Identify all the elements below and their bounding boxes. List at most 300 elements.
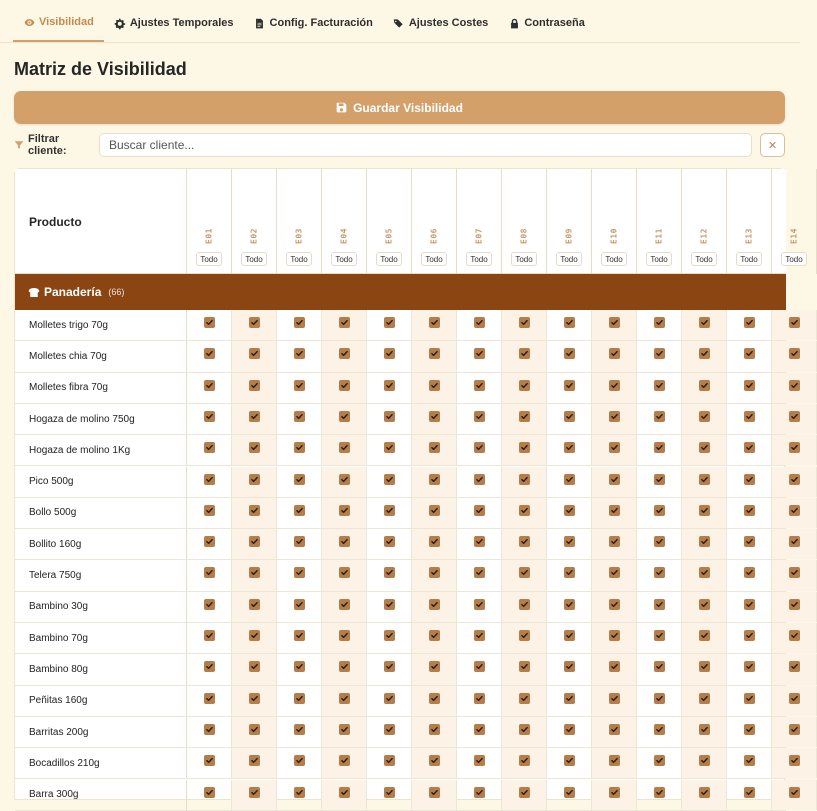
visibility-checkbox[interactable] xyxy=(609,567,620,578)
visibility-checkbox[interactable] xyxy=(519,661,530,672)
visibility-checkbox[interactable] xyxy=(609,474,620,485)
visibility-checkbox[interactable] xyxy=(429,442,440,453)
visibility-checkbox[interactable] xyxy=(519,411,530,422)
visibility-checkbox[interactable] xyxy=(429,567,440,578)
clear-filter-button[interactable] xyxy=(760,133,785,157)
visibility-checkbox[interactable] xyxy=(204,505,215,516)
visibility-checkbox[interactable] xyxy=(474,661,485,672)
visibility-checkbox[interactable] xyxy=(699,380,710,391)
visibility-checkbox[interactable] xyxy=(474,317,485,328)
visibility-checkbox[interactable] xyxy=(564,661,575,672)
visibility-checkbox[interactable] xyxy=(429,755,440,766)
table-row xyxy=(15,592,786,623)
visibility-cell xyxy=(547,341,592,371)
visibility-cell xyxy=(682,748,727,778)
visibility-checkbox[interactable] xyxy=(519,442,530,453)
visibility-checkbox[interactable] xyxy=(564,724,575,735)
visibility-checkbox[interactable] xyxy=(519,505,530,516)
visibility-cell xyxy=(232,592,277,622)
visibility-checkbox[interactable] xyxy=(789,599,800,610)
column-header-e06 xyxy=(412,169,457,274)
visibility-checkbox[interactable] xyxy=(204,536,215,547)
visibility-checkbox[interactable] xyxy=(294,536,305,547)
visibility-checkbox[interactable] xyxy=(654,661,665,672)
visibility-checkbox[interactable] xyxy=(789,755,800,766)
visibility-cell xyxy=(277,498,322,528)
visibility-cell xyxy=(772,686,817,716)
visibility-checkbox[interactable] xyxy=(609,536,620,547)
visibility-checkbox[interactable] xyxy=(789,567,800,578)
select-all-column-button[interactable]: Todo xyxy=(736,252,762,266)
visibility-checkbox[interactable] xyxy=(789,505,800,516)
visibility-checkbox[interactable] xyxy=(609,599,620,610)
visibility-checkbox[interactable] xyxy=(519,536,530,547)
visibility-cell xyxy=(322,623,367,653)
visibility-checkbox[interactable] xyxy=(204,661,215,672)
visibility-checkbox[interactable] xyxy=(249,474,260,485)
visibility-checkbox[interactable] xyxy=(744,505,755,516)
visibility-checkbox[interactable] xyxy=(384,787,395,798)
visibility-checkbox[interactable] xyxy=(654,380,665,391)
visibility-cell xyxy=(547,654,592,684)
visibility-cell xyxy=(277,404,322,434)
visibility-checkbox[interactable] xyxy=(699,567,710,578)
visibility-checkbox[interactable] xyxy=(429,348,440,359)
visibility-checkbox[interactable] xyxy=(249,630,260,641)
visibility-checkbox[interactable] xyxy=(789,661,800,672)
visibility-checkbox[interactable] xyxy=(654,348,665,359)
visibility-checkbox[interactable] xyxy=(699,536,710,547)
tab-tags[interactable] xyxy=(383,12,498,42)
visibility-checkbox[interactable] xyxy=(429,724,440,735)
visibility-checkbox[interactable] xyxy=(429,474,440,485)
visibility-checkbox[interactable] xyxy=(204,411,215,422)
visibility-checkbox[interactable] xyxy=(294,411,305,422)
visibility-checkbox[interactable] xyxy=(744,442,755,453)
visibility-checkbox[interactable] xyxy=(474,599,485,610)
visibility-cell xyxy=(727,686,772,716)
visibility-cell xyxy=(187,529,232,559)
visibility-cell xyxy=(232,717,277,747)
visibility-cell xyxy=(727,404,772,434)
visibility-checkbox[interactable] xyxy=(249,348,260,359)
visibility-checkbox[interactable] xyxy=(249,693,260,704)
product-name: Bollo 500g xyxy=(15,498,187,528)
visibility-checkbox[interactable] xyxy=(519,348,530,359)
select-all-column-button[interactable]: Todo xyxy=(241,252,267,266)
visibility-checkbox[interactable] xyxy=(699,317,710,328)
tab-file-invoice[interactable] xyxy=(244,12,383,42)
select-all-column-button[interactable]: Todo xyxy=(556,252,582,266)
visibility-checkbox[interactable] xyxy=(519,693,530,704)
visibility-checkbox[interactable] xyxy=(789,630,800,641)
visibility-checkbox[interactable] xyxy=(429,661,440,672)
visibility-checkbox[interactable] xyxy=(204,348,215,359)
filter-icon xyxy=(14,140,24,150)
visibility-checkbox[interactable] xyxy=(519,317,530,328)
visibility-checkbox[interactable] xyxy=(474,693,485,704)
visibility-checkbox[interactable] xyxy=(204,474,215,485)
visibility-checkbox[interactable] xyxy=(699,724,710,735)
visibility-checkbox[interactable] xyxy=(294,567,305,578)
visibility-cell xyxy=(187,592,232,622)
visibility-checkbox[interactable] xyxy=(744,380,755,391)
visibility-cell xyxy=(322,467,367,497)
visibility-checkbox[interactable] xyxy=(429,380,440,391)
visibility-cell xyxy=(502,654,547,684)
filter-label xyxy=(14,133,99,157)
visibility-cell xyxy=(187,373,232,403)
visibility-cell xyxy=(502,780,547,810)
visibility-checkbox[interactable] xyxy=(564,380,575,391)
visibility-checkbox[interactable] xyxy=(429,787,440,798)
visibility-checkbox[interactable] xyxy=(204,442,215,453)
visibility-checkbox[interactable] xyxy=(789,411,800,422)
visibility-checkbox[interactable] xyxy=(384,536,395,547)
visibility-checkbox[interactable] xyxy=(474,348,485,359)
visibility-checkbox[interactable] xyxy=(654,630,665,641)
visibility-checkbox[interactable] xyxy=(429,505,440,516)
visibility-checkbox[interactable] xyxy=(249,724,260,735)
visibility-checkbox[interactable] xyxy=(294,599,305,610)
visibility-checkbox[interactable] xyxy=(564,599,575,610)
visibility-checkbox[interactable] xyxy=(609,787,620,798)
visibility-checkbox[interactable] xyxy=(339,380,350,391)
select-all-column-button[interactable]: Todo xyxy=(511,252,537,266)
visibility-checkbox[interactable] xyxy=(474,724,485,735)
visibility-checkbox[interactable] xyxy=(609,661,620,672)
visibility-checkbox[interactable] xyxy=(789,536,800,547)
visibility-checkbox[interactable] xyxy=(564,442,575,453)
visibility-cell xyxy=(547,373,592,403)
visibility-checkbox[interactable] xyxy=(564,411,575,422)
visibility-checkbox[interactable] xyxy=(384,693,395,704)
visibility-checkbox[interactable] xyxy=(339,474,350,485)
visibility-checkbox[interactable] xyxy=(339,693,350,704)
visibility-checkbox[interactable] xyxy=(564,505,575,516)
visibility-checkbox[interactable] xyxy=(699,599,710,610)
visibility-checkbox[interactable] xyxy=(294,630,305,641)
visibility-cell xyxy=(637,748,682,778)
visibility-checkbox[interactable] xyxy=(744,567,755,578)
select-all-column-button[interactable]: Todo xyxy=(421,252,447,266)
visibility-checkbox[interactable] xyxy=(699,787,710,798)
visibility-checkbox[interactable] xyxy=(384,317,395,328)
tab-gear[interactable] xyxy=(104,12,244,42)
visibility-checkbox[interactable] xyxy=(204,567,215,578)
visibility-checkbox[interactable] xyxy=(654,317,665,328)
visibility-checkbox[interactable] xyxy=(294,474,305,485)
visibility-checkbox[interactable] xyxy=(384,442,395,453)
visibility-checkbox[interactable] xyxy=(294,724,305,735)
visibility-checkbox[interactable] xyxy=(699,630,710,641)
visibility-cell xyxy=(367,498,412,528)
visibility-checkbox[interactable] xyxy=(609,317,620,328)
visibility-checkbox[interactable] xyxy=(654,755,665,766)
visibility-checkbox[interactable] xyxy=(429,536,440,547)
visibility-cell xyxy=(547,623,592,653)
visibility-checkbox[interactable] xyxy=(339,599,350,610)
visibility-checkbox[interactable] xyxy=(699,442,710,453)
visibility-checkbox[interactable] xyxy=(519,630,530,641)
category-count: (66) xyxy=(108,287,125,297)
visibility-checkbox[interactable] xyxy=(474,755,485,766)
select-all-column-button[interactable]: Todo xyxy=(196,252,222,266)
visibility-checkbox[interactable] xyxy=(249,505,260,516)
visibility-checkbox[interactable] xyxy=(654,724,665,735)
client-search-input[interactable] xyxy=(99,133,752,157)
visibility-checkbox[interactable] xyxy=(789,693,800,704)
visibility-checkbox[interactable] xyxy=(339,661,350,672)
visibility-checkbox[interactable] xyxy=(474,474,485,485)
visibility-checkbox[interactable] xyxy=(654,599,665,610)
visibility-checkbox[interactable] xyxy=(609,630,620,641)
visibility-checkbox[interactable] xyxy=(249,411,260,422)
visibility-checkbox[interactable] xyxy=(339,724,350,735)
visibility-checkbox[interactable] xyxy=(249,599,260,610)
visibility-cell xyxy=(277,310,322,340)
visibility-checkbox[interactable] xyxy=(249,536,260,547)
visibility-checkbox[interactable] xyxy=(384,661,395,672)
visibility-checkbox[interactable] xyxy=(294,661,305,672)
visibility-checkbox[interactable] xyxy=(429,693,440,704)
visibility-checkbox[interactable] xyxy=(294,380,305,391)
visibility-checkbox[interactable] xyxy=(699,505,710,516)
visibility-checkbox[interactable] xyxy=(204,599,215,610)
visibility-checkbox[interactable] xyxy=(474,380,485,391)
visibility-checkbox[interactable] xyxy=(339,630,350,641)
column-header-e08 xyxy=(502,169,547,274)
select-all-column-button[interactable]: Todo xyxy=(781,252,807,266)
visibility-cell xyxy=(187,780,232,810)
visibility-checkbox[interactable] xyxy=(384,630,395,641)
visibility-cell xyxy=(187,748,232,778)
visibility-checkbox[interactable] xyxy=(384,724,395,735)
select-all-column-button[interactable]: Todo xyxy=(286,252,312,266)
visibility-checkbox[interactable] xyxy=(429,317,440,328)
visibility-cell xyxy=(727,310,772,340)
visibility-checkbox[interactable] xyxy=(384,474,395,485)
visibility-checkbox[interactable] xyxy=(204,630,215,641)
visibility-checkbox[interactable] xyxy=(384,505,395,516)
product-name: Pico 500g xyxy=(15,467,187,497)
column-code: E14 xyxy=(789,228,799,244)
visibility-checkbox[interactable] xyxy=(249,567,260,578)
visibility-cell xyxy=(412,748,457,778)
visibility-checkbox[interactable] xyxy=(744,599,755,610)
visibility-checkbox[interactable] xyxy=(249,661,260,672)
visibility-checkbox[interactable] xyxy=(654,536,665,547)
visibility-checkbox[interactable] xyxy=(609,724,620,735)
select-all-column-button[interactable]: Todo xyxy=(601,252,627,266)
visibility-checkbox[interactable] xyxy=(789,380,800,391)
visibility-checkbox[interactable] xyxy=(564,474,575,485)
visibility-checkbox[interactable] xyxy=(339,536,350,547)
visibility-checkbox[interactable] xyxy=(744,693,755,704)
visibility-checkbox[interactable] xyxy=(339,442,350,453)
visibility-cell xyxy=(457,341,502,371)
visibility-cell xyxy=(457,467,502,497)
visibility-checkbox[interactable] xyxy=(474,567,485,578)
visibility-checkbox[interactable] xyxy=(789,724,800,735)
visibility-checkbox[interactable] xyxy=(654,474,665,485)
visibility-checkbox[interactable] xyxy=(699,411,710,422)
visibility-checkbox[interactable] xyxy=(474,787,485,798)
visibility-checkbox[interactable] xyxy=(744,348,755,359)
visibility-checkbox[interactable] xyxy=(744,317,755,328)
visibility-checkbox[interactable] xyxy=(339,317,350,328)
visibility-checkbox[interactable] xyxy=(384,567,395,578)
visibility-checkbox[interactable] xyxy=(339,505,350,516)
visibility-checkbox[interactable] xyxy=(474,630,485,641)
visibility-checkbox[interactable] xyxy=(339,411,350,422)
visibility-checkbox[interactable] xyxy=(249,317,260,328)
visibility-checkbox[interactable] xyxy=(609,755,620,766)
visibility-checkbox[interactable] xyxy=(294,755,305,766)
visibility-checkbox[interactable] xyxy=(294,787,305,798)
tab-lock[interactable] xyxy=(498,12,595,42)
visibility-checkbox[interactable] xyxy=(204,693,215,704)
visibility-cell xyxy=(592,373,637,403)
visibility-checkbox[interactable] xyxy=(429,599,440,610)
visibility-checkbox[interactable] xyxy=(519,599,530,610)
visibility-checkbox[interactable] xyxy=(789,787,800,798)
visibility-checkbox[interactable] xyxy=(519,787,530,798)
visibility-checkbox[interactable] xyxy=(294,348,305,359)
visibility-checkbox[interactable] xyxy=(699,755,710,766)
visibility-checkbox[interactable] xyxy=(384,599,395,610)
visibility-checkbox[interactable] xyxy=(654,442,665,453)
select-all-column-button[interactable]: Todo xyxy=(331,252,357,266)
visibility-checkbox[interactable] xyxy=(474,411,485,422)
visibility-checkbox[interactable] xyxy=(384,411,395,422)
visibility-checkbox[interactable] xyxy=(339,755,350,766)
visibility-checkbox[interactable] xyxy=(384,380,395,391)
visibility-checkbox[interactable] xyxy=(744,724,755,735)
visibility-checkbox[interactable] xyxy=(204,787,215,798)
select-all-column-button[interactable]: Todo xyxy=(466,252,492,266)
file-invoice-icon xyxy=(254,17,266,29)
visibility-checkbox[interactable] xyxy=(699,348,710,359)
select-all-column-button[interactable]: Todo xyxy=(376,252,402,266)
visibility-checkbox[interactable] xyxy=(249,442,260,453)
save-visibility-button[interactable] xyxy=(14,91,785,124)
visibility-checkbox[interactable] xyxy=(609,442,620,453)
visibility-checkbox[interactable] xyxy=(564,348,575,359)
visibility-checkbox[interactable] xyxy=(204,380,215,391)
visibility-checkbox[interactable] xyxy=(744,411,755,422)
visibility-checkbox[interactable] xyxy=(789,442,800,453)
visibility-checkbox[interactable] xyxy=(339,348,350,359)
visibility-checkbox[interactable] xyxy=(564,317,575,328)
visibility-checkbox[interactable] xyxy=(609,505,620,516)
visibility-checkbox[interactable] xyxy=(204,317,215,328)
visibility-checkbox[interactable] xyxy=(204,755,215,766)
visibility-checkbox[interactable] xyxy=(654,787,665,798)
visibility-checkbox[interactable] xyxy=(339,567,350,578)
visibility-checkbox[interactable] xyxy=(519,380,530,391)
product-name: Molletes fibra 70g xyxy=(15,373,187,403)
table-row xyxy=(15,780,786,811)
visibility-checkbox[interactable] xyxy=(249,380,260,391)
visibility-cell xyxy=(547,529,592,559)
visibility-checkbox[interactable] xyxy=(519,567,530,578)
visibility-checkbox[interactable] xyxy=(744,536,755,547)
visibility-checkbox[interactable] xyxy=(609,380,620,391)
visibility-checkbox[interactable] xyxy=(654,693,665,704)
select-all-column-button[interactable]: Todo xyxy=(691,252,717,266)
visibility-checkbox[interactable] xyxy=(744,787,755,798)
visibility-checkbox[interactable] xyxy=(204,724,215,735)
visibility-checkbox[interactable] xyxy=(609,693,620,704)
visibility-checkbox[interactable] xyxy=(384,755,395,766)
visibility-checkbox[interactable] xyxy=(564,693,575,704)
visibility-checkbox[interactable] xyxy=(699,693,710,704)
visibility-checkbox[interactable] xyxy=(249,787,260,798)
visibility-checkbox[interactable] xyxy=(654,411,665,422)
visibility-checkbox[interactable] xyxy=(564,630,575,641)
visibility-cell xyxy=(772,435,817,465)
visibility-checkbox[interactable] xyxy=(474,442,485,453)
visibility-checkbox[interactable] xyxy=(744,661,755,672)
visibility-checkbox[interactable] xyxy=(744,630,755,641)
visibility-cell xyxy=(277,467,322,497)
visibility-checkbox[interactable] xyxy=(429,411,440,422)
visibility-checkbox[interactable] xyxy=(609,411,620,422)
visibility-checkbox[interactable] xyxy=(519,755,530,766)
visibility-checkbox[interactable] xyxy=(294,442,305,453)
visibility-checkbox[interactable] xyxy=(744,755,755,766)
tab-eye[interactable] xyxy=(13,12,104,42)
visibility-checkbox[interactable] xyxy=(294,317,305,328)
visibility-checkbox[interactable] xyxy=(744,474,755,485)
category-row[interactable] xyxy=(15,274,786,310)
visibility-checkbox[interactable] xyxy=(789,348,800,359)
bread-icon xyxy=(28,287,40,298)
visibility-checkbox[interactable] xyxy=(294,505,305,516)
visibility-cell xyxy=(322,592,367,622)
visibility-cell xyxy=(637,717,682,747)
visibility-checkbox[interactable] xyxy=(654,567,665,578)
visibility-checkbox[interactable] xyxy=(564,787,575,798)
visibility-checkbox[interactable] xyxy=(474,536,485,547)
visibility-checkbox[interactable] xyxy=(699,661,710,672)
visibility-checkbox[interactable] xyxy=(339,787,350,798)
visibility-checkbox[interactable] xyxy=(519,474,530,485)
visibility-cell xyxy=(457,654,502,684)
visibility-checkbox[interactable] xyxy=(654,505,665,516)
visibility-checkbox[interactable] xyxy=(789,474,800,485)
select-all-column-button[interactable]: Todo xyxy=(646,252,672,266)
visibility-checkbox[interactable] xyxy=(384,348,395,359)
visibility-checkbox[interactable] xyxy=(564,567,575,578)
column-header-e14 xyxy=(772,169,817,274)
visibility-cell xyxy=(772,592,817,622)
visibility-checkbox[interactable] xyxy=(474,505,485,516)
visibility-cell xyxy=(592,560,637,590)
visibility-checkbox[interactable] xyxy=(564,755,575,766)
visibility-checkbox[interactable] xyxy=(294,693,305,704)
visibility-checkbox[interactable] xyxy=(609,348,620,359)
visibility-checkbox[interactable] xyxy=(249,755,260,766)
visibility-cell xyxy=(682,341,727,371)
visibility-checkbox[interactable] xyxy=(789,317,800,328)
visibility-checkbox[interactable] xyxy=(699,474,710,485)
visibility-cell xyxy=(232,310,277,340)
visibility-checkbox[interactable] xyxy=(429,630,440,641)
visibility-checkbox[interactable] xyxy=(564,536,575,547)
visibility-checkbox[interactable] xyxy=(519,724,530,735)
